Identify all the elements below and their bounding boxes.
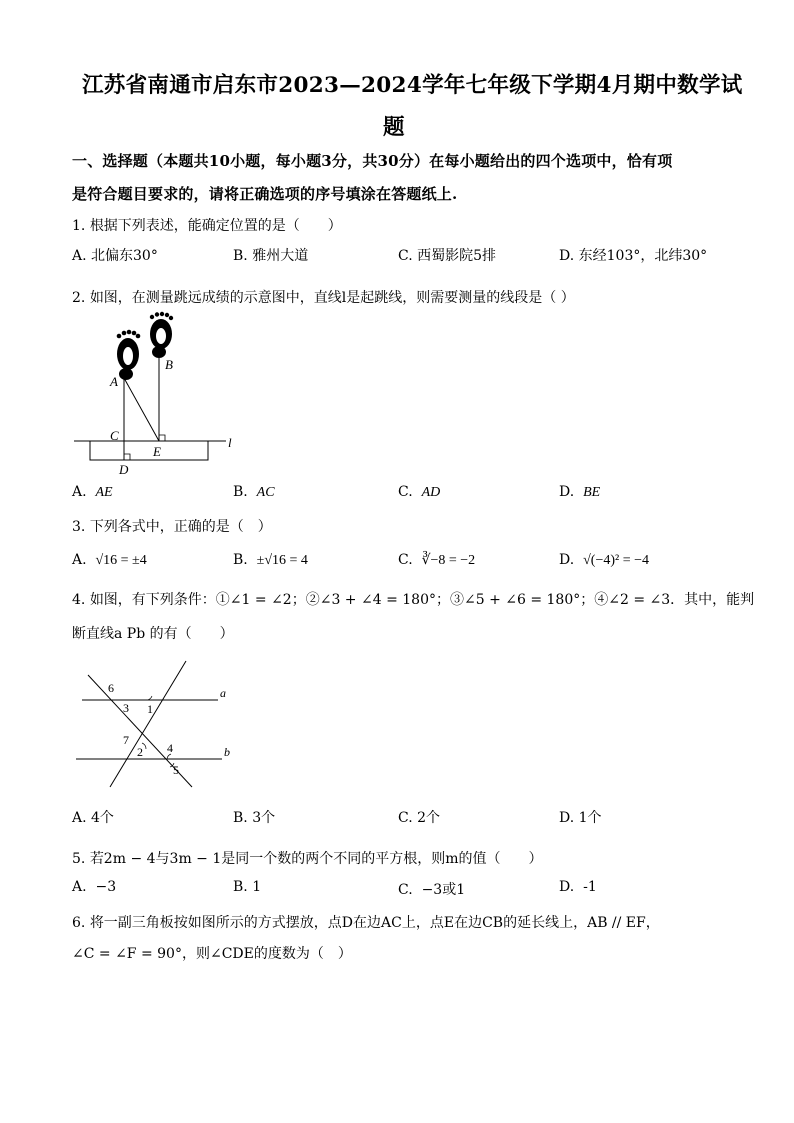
q2-option-b: B. AC [233,484,275,500]
angle-label-2: 2 [137,745,143,759]
right-angle-mark-e [159,435,165,441]
angle-label-6: 6 [108,681,114,695]
section-header-line1: 一、选择题（本题共10小题，每小题3分，共30分）在每小题给出的四个选项中，恰有项 [72,152,673,170]
q5-option-c: C. −3或1 [398,882,466,898]
q4-option-b: B. 3个 [233,810,276,826]
q1-option-d: D. 东经103°，北纬30° [559,248,708,264]
label-d: D [119,462,129,477]
q3-option-b: B. ±√16 = 4 [233,552,308,568]
label-c: C [110,428,119,443]
label-l: l [228,435,232,450]
question-number: 1. [72,218,86,234]
q5-option-b: B. 1 [233,879,262,895]
q4-option-c: C. 2个 [398,810,441,826]
question-number: 3. [72,519,86,535]
question-number: 4. [72,592,86,608]
question-stem: 根据下列表述，能确定位置的是（ ） [89,218,342,234]
question-4-line2: 断直线a Pb 的有（ ） [72,626,234,642]
angle-label-7: 7 [123,733,129,747]
question-6 [72,912,660,932]
question-3 [72,516,272,536]
q2-option-d: D. BE [559,484,601,500]
segment-ae [124,378,159,441]
q3-option-d: D. √(−4)² = −4 [559,552,649,568]
question-number: 2. [72,290,86,306]
question-stem: 若2m − 4与3m − 1是同一个数的两个不同的平方根，则m的值（ ） [89,851,543,867]
page-title: 江苏省南通市启东市2023—2024学年七年级下学期4月期中数学试 [82,73,743,98]
angle-label-5: 5 [173,763,179,777]
label-a: A [110,374,118,389]
question-number: 5. [72,851,86,867]
question-stem-line1: 将一副三角板按如图所示的方式摆放，点D在边AC上，点E在边CB的延长线上，AB // EF， [89,915,660,931]
label-b: B [165,357,173,372]
q3-option-c: C. ∛−8 = −2 [398,552,476,568]
question-stem: 如图，在测量跳远成绩的示意图中，直线l是起跳线，则需要测量的线段是（ ） [89,290,575,306]
q2-option-c: C. AD [398,484,441,500]
page-title-continued: 题 [383,115,405,140]
label-a: a [220,686,226,700]
question-stem: 下列各式中，正确的是（ ） [89,519,272,535]
parallel-lines-figure [70,655,250,790]
question-5 [72,848,543,868]
q1-option-c: C. 西蜀影院5排 [398,248,497,264]
q5-option-d: D. -1 [559,879,597,895]
question-6-line2: ∠C = ∠F = 90°，则∠CDE的度数为（ ） [72,946,352,962]
q3-option-a: A. √16 = ±4 [72,552,147,568]
label-e: E [153,444,161,459]
question-number: 6. [72,915,86,931]
angle-label-4: 4 [167,741,173,755]
question-1 [72,215,342,235]
q4-option-a: A. 4个 [72,810,114,826]
q2-option-a: A. AE [72,484,113,500]
angle-label-3: 3 [123,701,129,715]
q4-option-d: D. 1个 [559,810,602,826]
right-angle-mark-d [124,454,130,460]
question-2 [72,287,575,307]
long-jump-figure [70,310,250,480]
question-4 [72,589,754,609]
q1-option-a: A. 北偏东30° [72,248,158,264]
angle-label-1: 1 [147,702,153,716]
label-b: b [224,745,230,759]
section-header-line2: 是符合题目要求的，请将正确选项的序号填涂在答题纸上. [72,185,458,203]
question-stem-line1: 如图，有下列条件：①∠1 = ∠2；②∠3 + ∠4 = 180°；③∠5 + ∠6 = 180°；④∠2 = ∠3．其中，能判 [89,592,755,608]
q5-option-a: A. −3 [72,879,117,895]
q1-option-b: B. 雅州大道 [233,248,309,264]
sand-pit [90,441,208,460]
